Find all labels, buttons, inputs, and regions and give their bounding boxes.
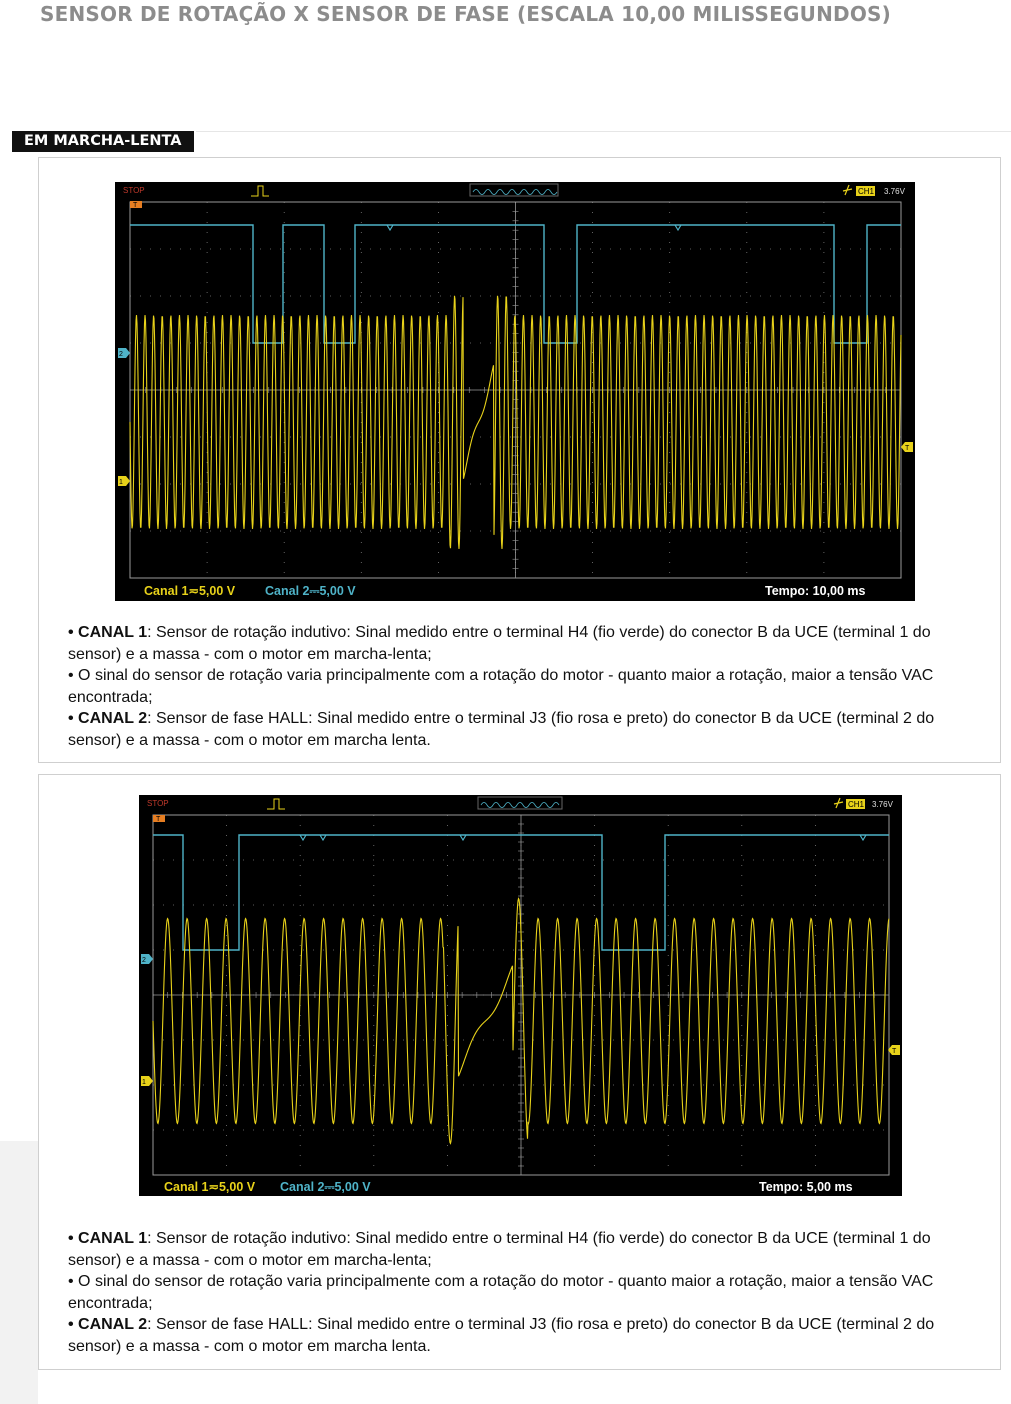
svg-text:1: 1 (119, 479, 123, 486)
trigger-mode-icon (267, 799, 285, 809)
trigger-position-marker (153, 815, 165, 823)
channel2-glitch (300, 835, 306, 840)
section-label: EM MARCHA-LENTA (12, 131, 194, 152)
svg-text:T: T (892, 1048, 897, 1055)
caption-2 (68, 1228, 978, 1357)
trigger-channel: CH1 (848, 800, 865, 809)
oscilloscope-panel-1 (38, 157, 1001, 763)
svg-text:1: 1 (142, 1079, 146, 1086)
channel2-glitch (387, 225, 393, 230)
status-text: STOP (123, 186, 145, 195)
canal1-heading: • CANAL 1 (68, 1230, 148, 1247)
channel2-scale-label: Canal 2⎓5,00 V (280, 1180, 371, 1194)
caption-note: • O sinal do sensor de rotação varia principalmente com a rotação do motor - quanto maior a rotação, maior a tensão VAC encontrada; (68, 667, 934, 706)
svg-text:2: 2 (142, 957, 146, 964)
caption-canal2 (68, 1314, 978, 1357)
channel2-ground-marker (118, 348, 130, 358)
svg-text:T: T (905, 445, 910, 452)
oscilloscope-panel-2 (38, 774, 1001, 1370)
canal1-text: : Sensor de rotação indutivo: Sinal medido entre o terminal H4 (fio verde) do conector B da UCE (terminal 1 do sensor) e a massa - com o motor em marcha-lenta; (68, 1230, 931, 1269)
caption-canal2 (68, 708, 978, 751)
caption-canal1 (68, 1228, 978, 1271)
canal2-text: : Sensor de fase HALL: Sinal medido entre o terminal J3 (fio rosa e preto) do conector B da UCE (terminal 2 do sensor) e a massa - com o motor em marcha lenta. (68, 1316, 935, 1355)
channel1-scale-label: Canal 1≂5,00 V (164, 1180, 256, 1194)
oscilloscope-screen-2 (139, 795, 902, 1196)
canal2-heading: • CANAL 2 (68, 1316, 148, 1333)
svg-text:T: T (133, 202, 138, 209)
channel2-glitch (320, 835, 326, 840)
header-divider (196, 131, 1011, 132)
svg-text:2: 2 (119, 351, 123, 358)
page-side-tab (0, 1141, 38, 1404)
caption-canal1 (68, 622, 978, 665)
timebase-label: Tempo: 5,00 ms (759, 1180, 853, 1194)
timebase-label: Tempo: 10,00 ms (765, 584, 866, 598)
oscilloscope-screen-1 (115, 182, 915, 601)
trigger-mode-icon (251, 186, 269, 196)
canal2-text: : Sensor de fase HALL: Sinal medido entre o terminal J3 (fio rosa e preto) do conector B da UCE (terminal 2 do sensor) e a massa - com o motor em marcha lenta. (68, 710, 935, 749)
channel2-glitch (460, 835, 466, 840)
memory-overview-waveform (473, 190, 557, 195)
trigger-slope-icon (834, 798, 843, 808)
channel2-ground-marker (141, 954, 153, 964)
trigger-level-marker (888, 1045, 900, 1055)
svg-text:T: T (156, 816, 161, 823)
channel1-scale-label: Canal 1≂5,00 V (144, 584, 236, 598)
page-title: SENSOR DE ROTAÇÃO X SENSOR DE FASE (ESCALA 10,00 MILISSEGUNDOS) (40, 2, 891, 26)
channel1-ground-marker (141, 1076, 153, 1086)
channel2-glitch (860, 835, 866, 840)
trigger-slope-icon (843, 185, 852, 195)
canal2-heading: • CANAL 2 (68, 710, 148, 727)
channel2-glitch (675, 225, 681, 230)
trigger-level: 3.76V (872, 800, 893, 809)
channel1-ground-marker (118, 476, 130, 486)
trigger-position-marker (130, 201, 142, 209)
caption-1 (68, 622, 978, 751)
canal1-heading: • CANAL 1 (68, 624, 148, 641)
canal1-text: : Sensor de rotação indutivo: Sinal medido entre o terminal H4 (fio verde) do conector B da UCE (terminal 1 do sensor) e a massa - com o motor em marcha-lenta; (68, 624, 931, 663)
trigger-level: 3.76V (884, 187, 905, 196)
memory-overview-waveform (481, 803, 559, 808)
channel2-scale-label: Canal 2⎓5,00 V (265, 584, 356, 598)
trigger-level-marker (901, 442, 913, 452)
oscilloscope-display-1 (115, 182, 915, 601)
trigger-channel: CH1 (858, 187, 875, 196)
scope-grid (153, 815, 889, 1175)
caption-note: • O sinal do sensor de rotação varia principalmente com a rotação do motor - quanto maior a rotação, maior a tensão VAC encontrada; (68, 1273, 934, 1312)
status-text: STOP (147, 799, 169, 808)
oscilloscope-display-2 (139, 795, 902, 1196)
